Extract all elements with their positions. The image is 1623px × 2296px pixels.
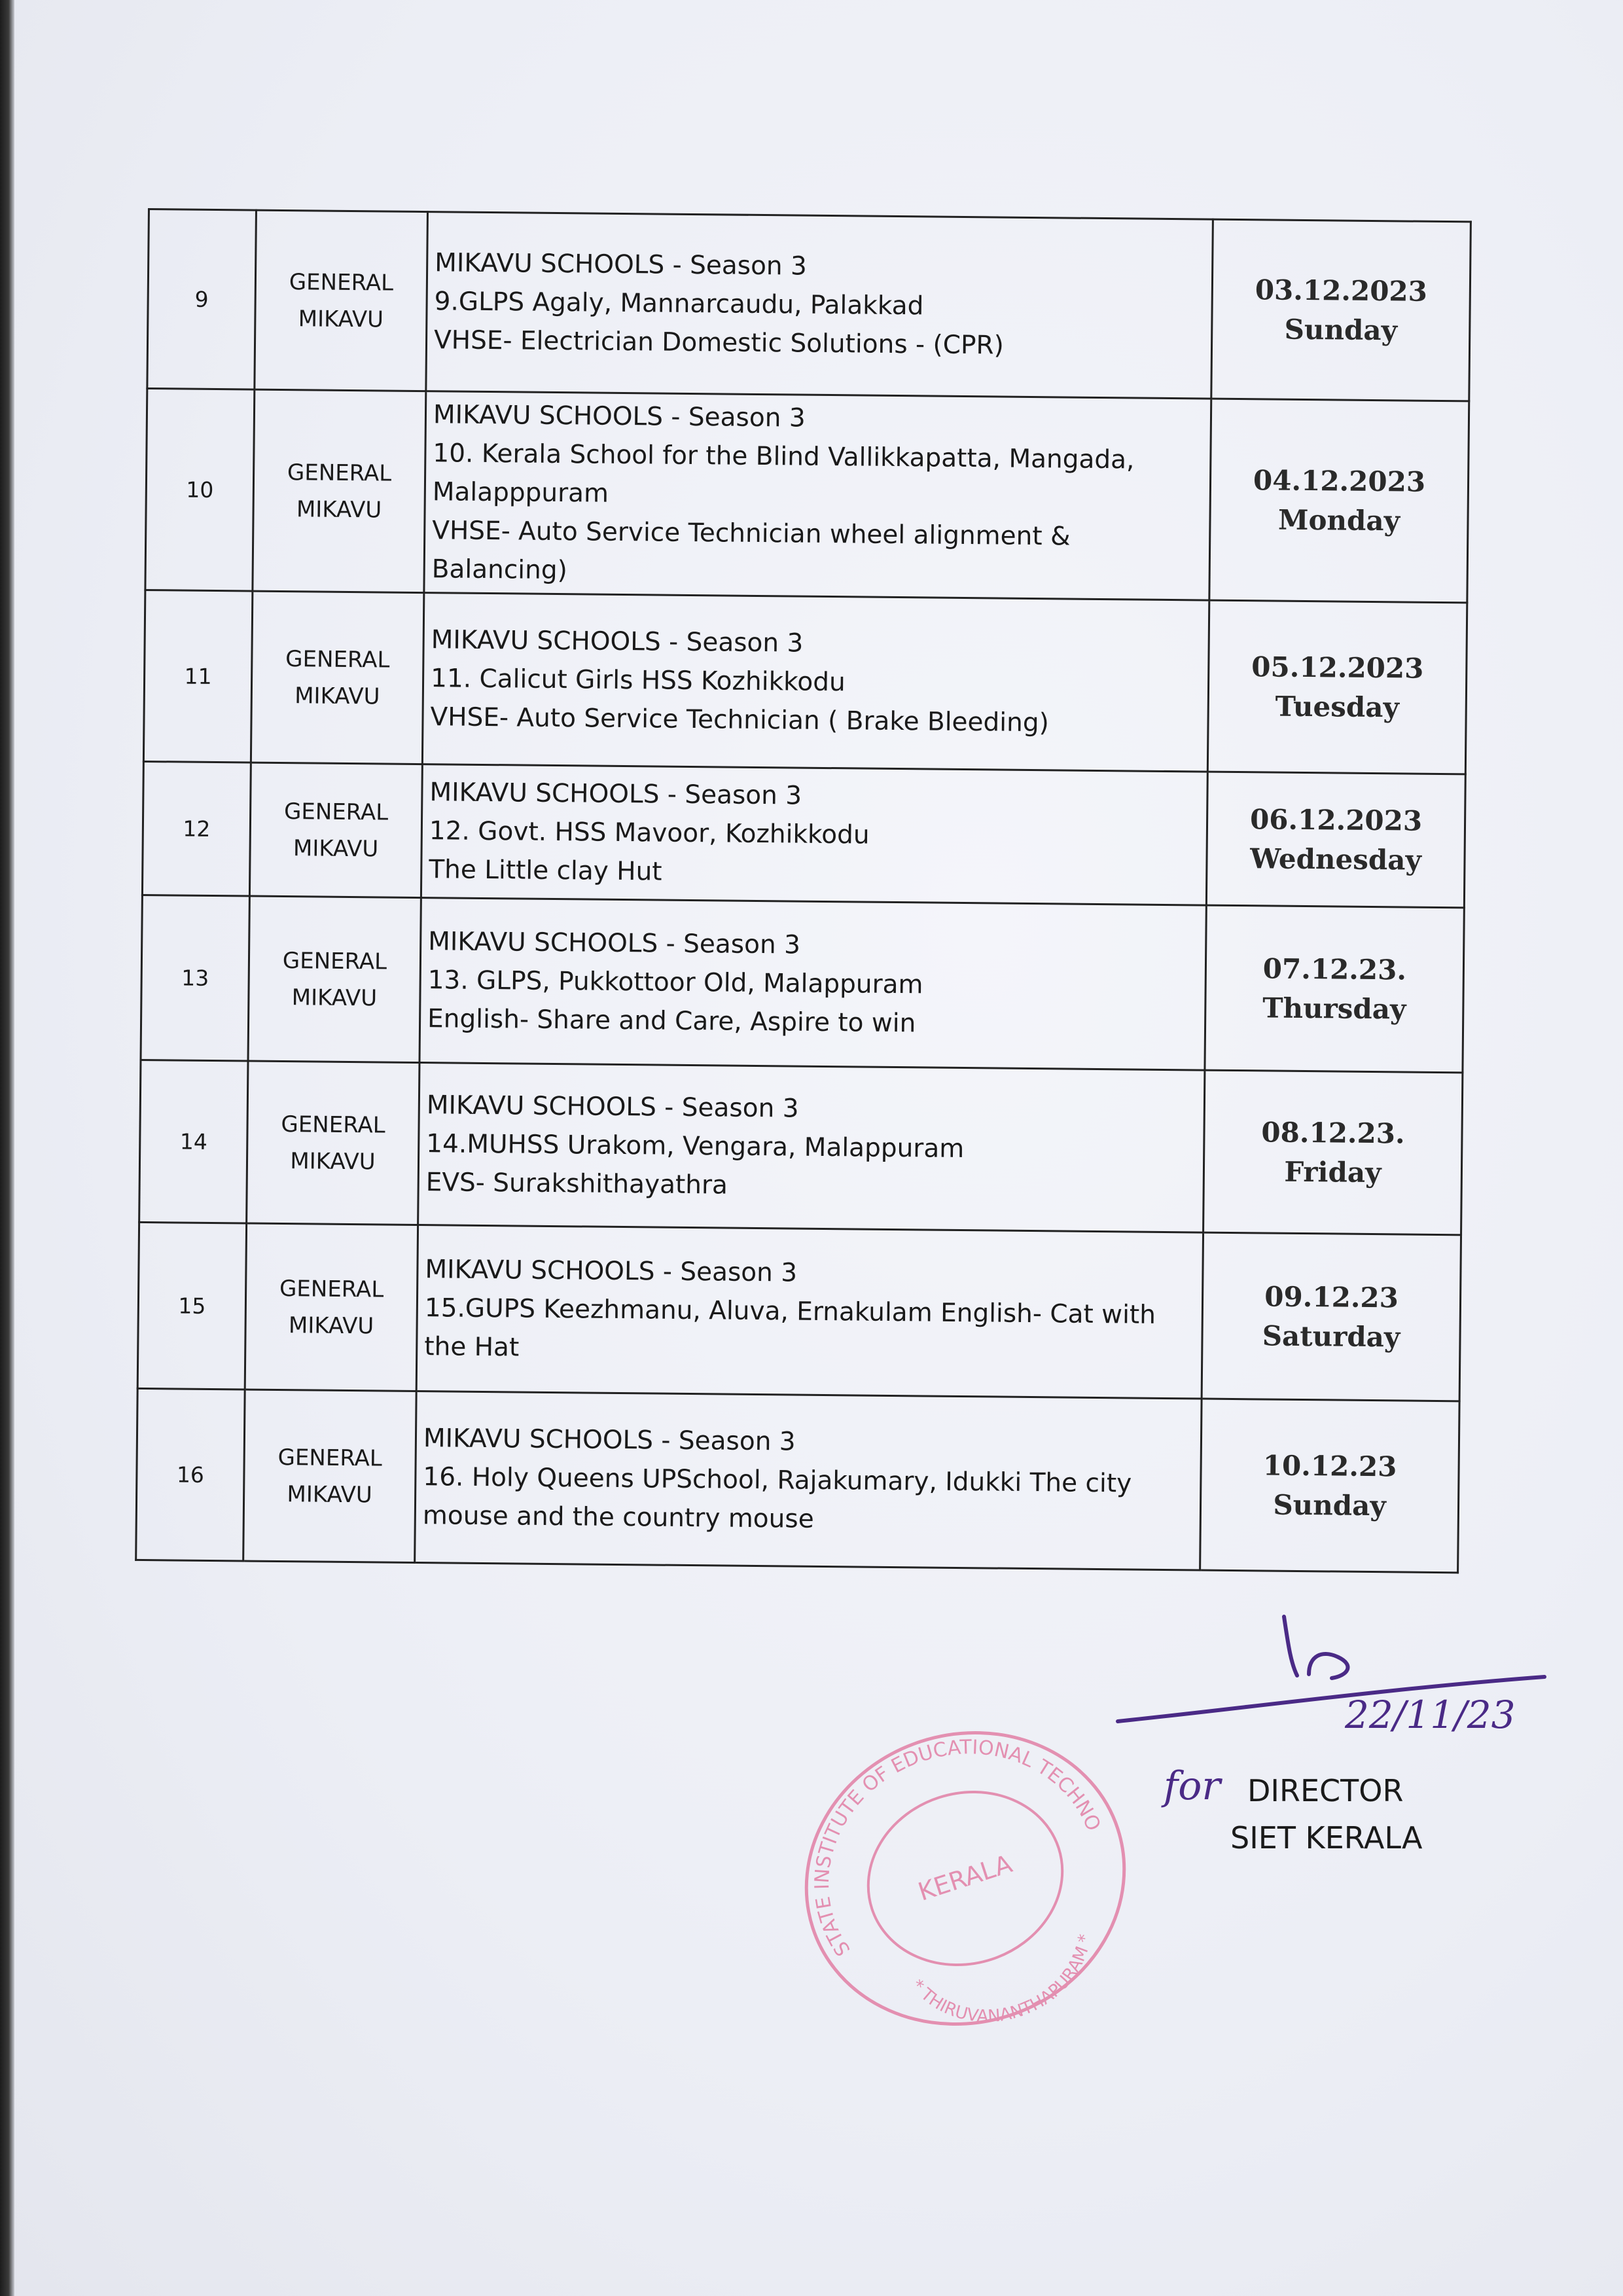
signatory-block <box>1230 1767 1505 1861</box>
programme-line: MIKAVU SCHOOLS - Season 3 <box>425 1255 798 1288</box>
date-value: 06.12.2023 <box>1249 802 1423 837</box>
row-number: 14 <box>139 1060 248 1223</box>
programme-line: 15.GUPS Keezhmanu, Aluva, Ernakulam English- Cat with <box>424 1293 1156 1330</box>
schedule-row <box>141 895 1464 1072</box>
programme-line: mouse and the country mouse <box>422 1501 814 1534</box>
row-number: 12 <box>142 761 251 896</box>
row-date <box>1202 1232 1461 1401</box>
programme-line: MIKAVU SCHOOLS - Season 3 <box>435 248 808 281</box>
category-line: GENERAL <box>277 1444 382 1472</box>
signatory-organisation: SIET KERALA <box>1230 1820 1423 1856</box>
day-value: Sunday <box>1273 1488 1386 1522</box>
programme-line: 9.GLPS Agaly, Mannarcaudu, Palakkad <box>434 287 924 321</box>
programme-line: MIKAVU SCHOOLS - Season 3 <box>433 400 806 433</box>
schedule-table <box>135 208 1472 1573</box>
row-programme <box>419 898 1206 1071</box>
signatory-title: DIRECTOR <box>1247 1773 1404 1808</box>
signature-date: 22/11/23 <box>1345 1693 1516 1737</box>
day-value: Thursday <box>1262 991 1406 1026</box>
date-value: 08.12.23. <box>1261 1115 1405 1150</box>
day-value: Tuesday <box>1275 690 1400 723</box>
programme-line: VHSE- Electrician Domestic Solutions - (CPR) <box>433 325 1005 361</box>
row-date <box>1200 1399 1459 1573</box>
date-value: 09.12.23 <box>1264 1280 1399 1314</box>
category-line: GENERAL <box>289 268 394 296</box>
programme-line: 10. Kerala School for the Blind Vallikkapatta, Mangada, <box>433 439 1135 475</box>
seal-inner-text: * THIRUVANANTHAPURAM * <box>906 1933 1096 2027</box>
schedule-row <box>142 761 1465 907</box>
category-line: MIKAVU <box>296 495 382 523</box>
programme-line: 16. Holy Queens UPSchool, Rajakumary, Idukki The city <box>423 1462 1132 1499</box>
category-line: MIKAVU <box>288 1312 374 1339</box>
category-line: MIKAVU <box>290 1147 376 1175</box>
row-category <box>245 1223 418 1391</box>
programme-line: VHSE- Auto Service Technician ( Brake Bleeding) <box>430 702 1050 738</box>
row-programme <box>418 1063 1205 1233</box>
row-programme <box>421 764 1207 906</box>
row-category <box>243 1390 417 1563</box>
row-category <box>251 591 424 764</box>
day-value: Friday <box>1284 1155 1382 1189</box>
row-number: 13 <box>141 895 249 1061</box>
programme-line: The Little clay Hut <box>429 855 662 887</box>
programme-line: EVS- Surakshithayathra <box>425 1168 728 1200</box>
category-line: GENERAL <box>287 459 392 487</box>
programme-line: 11. Calicut Girls HSS Kozhikkodu <box>430 664 846 698</box>
schedule-row <box>147 209 1471 401</box>
row-number: 9 <box>147 209 257 390</box>
category-line: GENERAL <box>283 798 389 826</box>
date-value: 07.12.23. <box>1262 952 1407 986</box>
row-category <box>249 762 422 898</box>
row-date <box>1211 219 1471 401</box>
row-programme <box>415 1391 1202 1571</box>
row-category <box>248 896 421 1063</box>
schedule-row <box>139 1060 1463 1234</box>
programme-line: MIKAVU SCHOOLS - Season 3 <box>428 927 801 960</box>
programme-line: MIKAVU SCHOOLS - Season 3 <box>423 1424 796 1457</box>
row-date <box>1205 905 1464 1073</box>
programme-line: Balancing) <box>431 554 568 586</box>
schedule-row <box>143 590 1467 774</box>
category-line: GENERAL <box>281 1111 385 1139</box>
category-line: GENERAL <box>285 645 390 673</box>
date-value: 03.12.2023 <box>1255 273 1428 308</box>
schedule-body <box>136 209 1471 1573</box>
institute-seal <box>789 1715 1142 2042</box>
programme-line: 12. Govt. HSS Mavoor, Kozhikkodu <box>429 816 870 850</box>
date-value: 04.12.2023 <box>1253 463 1426 498</box>
row-category <box>247 1061 419 1225</box>
schedule-row <box>136 1388 1459 1572</box>
row-programme <box>416 1225 1203 1399</box>
programme-line: MIKAVU SCHOOLS - Season 3 <box>429 778 802 811</box>
row-date <box>1204 1070 1463 1235</box>
category-line: GENERAL <box>282 947 387 975</box>
row-date <box>1206 772 1465 908</box>
day-value: Sunday <box>1284 313 1398 346</box>
category-line: MIKAVU <box>298 305 384 332</box>
seal-center-text: KERALA <box>914 1849 1016 1907</box>
programme-line: VHSE- Auto Service Technician wheel alignment & <box>432 516 1071 552</box>
programme-line: English- Share and Care, Aspire to win <box>427 1004 916 1039</box>
director-signature <box>1113 1597 1584 1767</box>
row-programme <box>422 593 1209 772</box>
category-line: MIKAVU <box>294 682 380 709</box>
row-number: 11 <box>143 590 253 762</box>
row-date <box>1207 600 1467 774</box>
category-line: MIKAVU <box>293 834 379 862</box>
row-category <box>253 389 426 593</box>
day-value: Wednesday <box>1249 842 1422 876</box>
row-number: 16 <box>136 1388 245 1561</box>
programme-line: 13. GLPS, Pukkottoor Old, Malappuram <box>427 965 923 1000</box>
row-number: 15 <box>137 1222 246 1390</box>
row-programme <box>426 212 1213 399</box>
day-value: Saturday <box>1262 1319 1400 1353</box>
programme-line: Malapppuram <box>432 477 609 509</box>
programme-line: MIKAVU SCHOOLS - Season 3 <box>426 1090 799 1124</box>
row-number: 10 <box>145 389 255 592</box>
programme-line: the Hat <box>424 1332 520 1363</box>
seal-outer-text: STATE INSTITUTE OF EDUCATIONAL TECHNOLOGY <box>810 1736 1105 1960</box>
for-note: for <box>1164 1763 1221 1809</box>
date-value: 05.12.2023 <box>1251 650 1424 685</box>
programme-line: 14.MUHSS Urakom, Vengara, Malappuram <box>426 1129 965 1164</box>
date-value: 10.12.23 <box>1262 1448 1397 1482</box>
programme-line: MIKAVU SCHOOLS - Season 3 <box>431 625 804 658</box>
schedule-row <box>137 1222 1461 1401</box>
category-line: MIKAVU <box>287 1480 372 1508</box>
category-line: GENERAL <box>279 1275 384 1303</box>
schedule-row <box>145 389 1469 603</box>
day-value: Monday <box>1277 503 1400 537</box>
category-line: MIKAVU <box>291 984 378 1011</box>
row-programme <box>424 391 1211 601</box>
row-date <box>1209 399 1469 603</box>
scan-edge <box>0 0 14 2296</box>
row-category <box>255 210 428 391</box>
